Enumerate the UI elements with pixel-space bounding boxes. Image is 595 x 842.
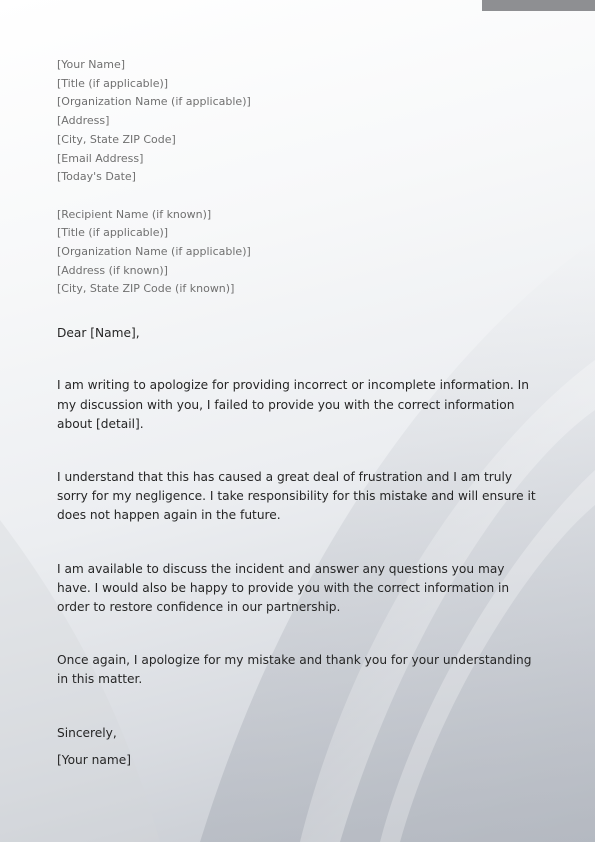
recipient-city-state-zip: [City, State ZIP Code (if known)] [57, 282, 235, 296]
sender-name: [Your Name] [57, 58, 126, 71]
recipient-name: [Recipient Name (if known)] [57, 207, 212, 221]
sender-organization: [Organization Name (if applicable)] [57, 95, 251, 109]
recipient-organization: [Organization Name (if applicable)] [57, 245, 251, 259]
sender-city-state-zip: [City, State ZIP Code] [57, 132, 176, 146]
recipient-title: [Title (if applicable)] [57, 226, 169, 240]
recipient-block [57, 206, 537, 300]
paragraph-availability: I am available to discuss the incident and answer any questions you may have. I would also be happy to provide you with the correct information in order to restore confidence in our partnership. [57, 561, 510, 614]
sender-block [57, 56, 537, 187]
sender-email: [Email Address] [57, 151, 144, 165]
paragraph-thanks: Once again, I apologize for my mistake and thank you for your understanding in this matter. [57, 653, 532, 687]
closing: Sincerely, [57, 725, 117, 740]
letter-date: [Today's Date] [57, 170, 136, 184]
paragraph-responsibility: I understand that this has caused a great deal of frustration and I am truly sorry for my negligence. I take responsibility for this mistake and will ensure it does not happen again in the future. [57, 469, 536, 523]
recipient-address: [Address (if known)] [57, 263, 168, 277]
signature-name: [Your name] [57, 752, 131, 767]
letter-body [57, 56, 537, 770]
corner-tab-decoration [482, 0, 595, 11]
salutation: Dear [Name], [57, 326, 140, 341]
paragraph-apology: I am writing to apologize for providing incorrect or incomplete information. In my discussion with you, I failed to provide you with the correct information about [detail]. [57, 378, 529, 431]
sender-title: [Title (if applicable)] [57, 76, 169, 90]
sender-address: [Address] [57, 114, 110, 128]
